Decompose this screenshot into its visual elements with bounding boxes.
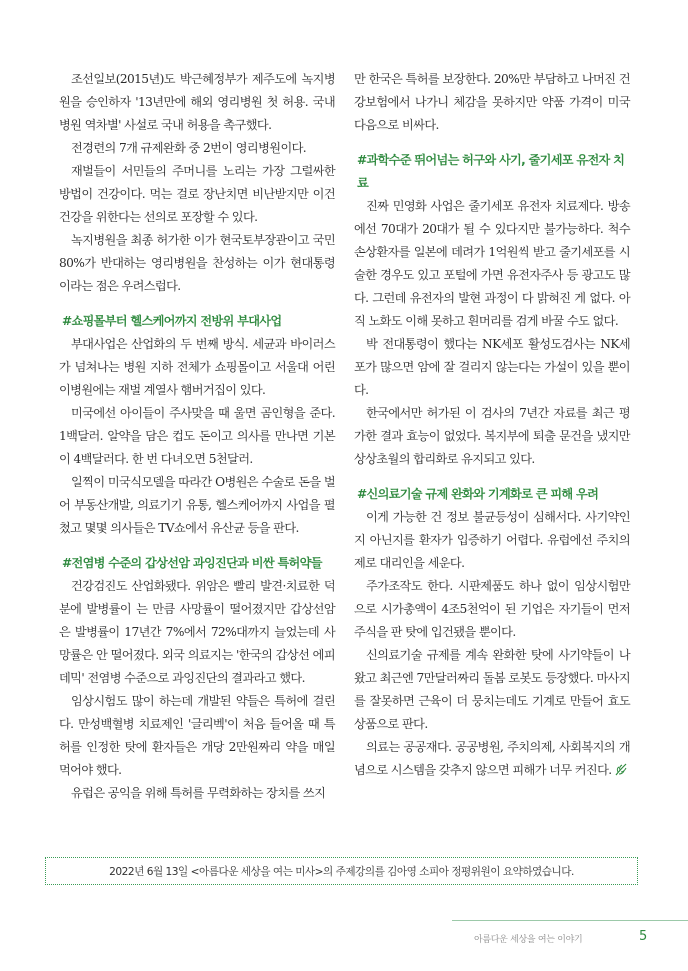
body-paragraph [59,137,335,160]
footer-title: 아름다운 세상을 여는 이야기 [474,935,583,945]
body-paragraph [354,575,630,644]
paragraph-text: 박 전대통령이 했다는 NK세포 활성도검사는 NK세포가 많으면 암에 잘 걸리지 않는다는 가설이 있을 뿐이다. [354,337,630,397]
body-paragraph [59,575,335,690]
paragraph-text: 임상시험도 많이 하는데 개발된 약들은 특허에 걸린다. 만성백혈병 치료제인 '글리벡'이 처음 들어올 때 특허를 인정한 탓에 환자들은 개당 2만원짜리 약을 매일 먹어야 했다. [59,694,335,777]
body-paragraph [59,333,335,402]
leaf-end-icon [614,762,628,776]
section-gap [59,540,335,552]
right-column [354,68,630,782]
paragraph-text: 만 한국은 특허를 보장한다. 20%만 부담하고 나머진 건강보험에서 나가니 체감을 못하지만 약품 가격이 미국 다음으로 비싸다. [354,72,630,132]
footer-divider [452,920,688,921]
paragraph-text: 전경련의 7개 규제완화 중 2번이 영리병원이다. [71,141,307,155]
body-paragraph [354,402,630,471]
paragraph-text: 녹지병원을 최종 허가한 이가 현국토부장관이고 국민 80%가 반대하는 영리병원을 찬성하는 이가 현대통령이라는 점은 우려스럽다. [59,233,335,293]
body-paragraph [59,160,335,229]
body-paragraph [354,736,630,782]
paragraph-text: 부대사업은 산업화의 두 번째 방식. 세균과 바이러스가 넘쳐나는 병원 지하 전체가 쇼핑몰이고 서울대 어린이병원에는 재벌 계열사 햄버거집이 있다. [59,337,335,397]
section-heading: #과학수준 뛰어넘는 허구와 사기, 줄기세포 유전자 치료 [357,153,625,190]
paragraph-text: 진짜 민영화 사업은 줄기세포 유전자 치료제다. 방송에선 70대가 20대가 될 수 있다지만 불가능하다. 척수손상환자를 일본에 데려가 1억원씩 받고 줄기세포를 시술한 경우도 있고 포털에 가면 유전자주사 등 광고도 많다. 그런데 유전자의 발현 과정이 다 밝혀진 게 없다. 아직 노화도 이해 못하고 흰머리를 검게 바꿀 수도 없다. [354,199,630,328]
paragraph-text: 신의료기술 규제를 계속 완화한 탓에 사기약들이 나왔고 최근엔 7만달러짜리 돌봄 로봇도 등장했다. 마사지를 잘못하면 근육이 더 뭉치는데도 기계로 만들어 효도상품으로 판다. [354,648,630,731]
section-heading: #전염병 수준의 갑상선암 과잉진단과 비싼 특허약들 [62,556,322,570]
paragraph-text: 의료는 공공재다. 공공병원, 주치의제, 사회복지의 개념으로 시스템을 갖추지 않으면 피해가 너무 커진다. [354,740,630,777]
body-paragraph [354,195,630,333]
body-paragraph [59,229,335,298]
body-paragraph [354,68,630,137]
section-heading: #쇼핑몰부터 헬스케어까지 전방위 부대사업 [62,314,282,328]
paragraph-text: 일찍이 미국식모델을 따라간 O병원은 수술로 돈을 벌어 부동산개발, 의료기기 유통, 헬스케어까지 사업을 펼쳤고 몇몇 의사들은 TV쇼에서 유산균 등을 판다. [59,475,335,535]
paragraph-text: 이게 가능한 건 정보 불균등성이 심해서다. 사기약인지 아닌지를 환자가 입증하기 어렵다. 유럽에선 주치의제로 대리인을 세운다. [354,510,630,570]
body-paragraph [59,690,335,782]
body-paragraph [354,333,630,402]
paragraph-text: 재벌들이 서민들의 주머니를 노리는 가장 그럴싸한 방법이 건강이다. 먹는 걸로 장난치면 비난받지만 이건 건강을 위한다는 선의로 포장할 수 있다. [59,164,335,224]
body-paragraph [354,506,630,575]
paragraph-text: 건강검진도 산업화됐다. 위암은 빨리 발견·치료한 덕분에 발병률이 는 만큼 사망률이 떨어졌지만 갑상선암은 발병률이 17년간 7%에서 72%대까지 늘었는데 사망률은 안 떨어졌다. 외국 의료지는 '한국의 갑상선 에피데믹' 전염병 수준으로 과잉진단의 결과라고 했다. [59,579,335,685]
section-gap [59,298,335,310]
section-gap [354,137,630,149]
body-paragraph [59,68,335,137]
page-number: 5 [639,929,648,944]
section-heading: #신의료기술 규제 완화와 기계화로 큰 피해 우려 [357,487,599,501]
body-paragraph [354,644,630,736]
paragraph-text: 유럽은 공익을 위해 특허를 무력화하는 장치를 쓰지 [71,786,326,800]
body-paragraph [59,471,335,540]
paragraph-text: 주가조작도 한다. 시판제품도 하나 없이 임상시험만으로 시가총액이 4조5천억이 된 기업은 자기들이 먼저 주식을 판 탓에 입건됐을 뿐이다. [354,579,630,639]
paragraph-text: 한국에서만 허가된 이 검사의 7년간 자료를 최근 평가한 결과 효능이 없었다. 복지부에 퇴출 문건을 냈지만 상상초월의 합리화로 유지되고 있다. [354,406,630,466]
lecture-note: 2022년 6월 13일 <아름다운 세상을 여는 미사>의 주제강의를 김아영 소피아 정평위원이 요약하였습니다. [45,857,638,885]
body-paragraph [59,782,335,805]
body-paragraph [59,402,335,471]
paragraph-text: 미국에선 아이들이 주사맞을 때 울면 곰인형을 준다. 1백달러. 알약을 담은 컵도 돈이고 의사를 만나면 기본이 4백달러다. 한 번 다녀오면 5천달러. [59,406,335,466]
section-gap [354,471,630,483]
paragraph-text: 조선일보(2015년)도 박근혜정부가 제주도에 녹지병원을 승인하자 '13년만에 해외 영리병원 첫 허용. 국내병원 역차별' 사설로 국내 허용을 촉구했다. [59,72,335,132]
left-column [59,68,335,805]
